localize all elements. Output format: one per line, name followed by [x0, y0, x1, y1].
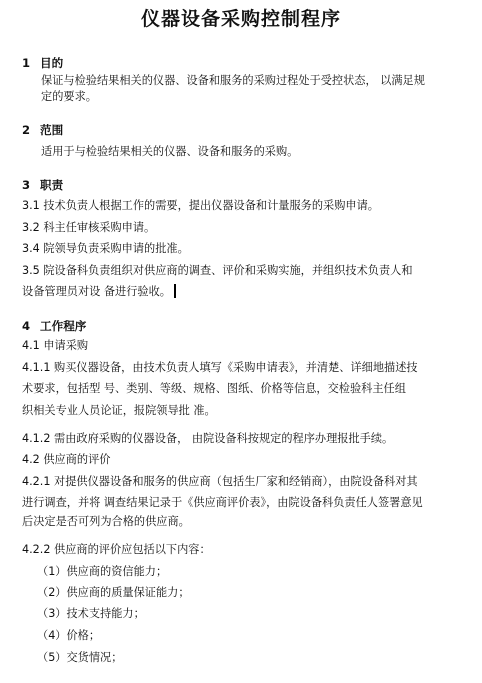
- section-2-heading: [22, 122, 63, 138]
- list-item: （1）供应商的资信能力；: [37, 565, 168, 578]
- list-item: （5）交货情况；: [37, 651, 123, 664]
- section-3-item: 3.4 院领导负责采购申请的批准。: [22, 242, 189, 255]
- section-2-title: 范围: [40, 123, 64, 137]
- section-3-heading: [22, 177, 63, 193]
- list-item: （4）价格；: [37, 629, 101, 642]
- list-item: （3）技术支持能力；: [37, 607, 145, 620]
- section-1-heading: [22, 55, 63, 71]
- section-1-text-line: 保证与检验结果相关的仪器、设备和服务的采购过程处于受控状态， 以满足规: [41, 74, 425, 87]
- section-3-item-continued: [22, 284, 176, 300]
- section-3-item: 3.1 技术负责人根据工作的需要，提出仪器设备和计量服务的采购申请。: [22, 199, 379, 212]
- section-4-number: 4: [22, 319, 31, 333]
- section-3-item: 3.5 院设备科负责组织对供应商的调查、评价和采购实施，并组织技术负责人和: [22, 264, 413, 277]
- section-4-text-line: 进行调查，并将 调查结果记录于《供应商评价表》，由院设备科负责任人签署意见: [22, 496, 423, 509]
- section-4-text-line: 后决定是否可列为合格的供应商。: [22, 515, 190, 528]
- section-1-text-line: 定的要求。: [41, 90, 97, 103]
- section-3-item-text: 设备管理员对设 备进行验收。: [22, 285, 171, 298]
- section-2-number: 2: [22, 123, 31, 137]
- section-4-text-line: 术要求，包括型 号、类别、等级、规格、图纸、价格等信息，交检验科主任组: [22, 382, 406, 395]
- section-4-text-line: 4.2.2 供应商的评价应包括以下内容：: [22, 543, 211, 556]
- section-1-title: 目的: [40, 56, 64, 70]
- section-1-number: 1: [22, 56, 31, 70]
- section-2-text-line: 适用于与检验结果相关的仪器、设备和服务的采购。: [41, 145, 299, 158]
- section-4-title: 工作程序: [40, 319, 87, 333]
- section-4-heading: [22, 318, 86, 334]
- section-4-text-line: 4.1.1 购买仪器设备，由技术负责人填写《采购申请表》，并清楚、详细地描述技: [22, 361, 418, 374]
- list-item: （2）供应商的质量保证能力；: [37, 586, 190, 599]
- section-4-text-line: 4.2.1 对提供仪器设备和服务的供应商（包括生厂家和经销商），由院设备科对其: [22, 475, 418, 488]
- section-4-text-line: 织相关专业人员论证，报院领导批 准。: [22, 404, 216, 417]
- text-cursor: [174, 284, 176, 298]
- document-title: 仪器设备采购控制程序: [140, 8, 341, 30]
- section-4-text-line: 4.1.2 需由政府采购的仪器设备， 由院设备科按规定的程序办理报批手续。: [22, 432, 394, 445]
- section-3-item: 3.2 科主任审核采购申请。: [22, 221, 156, 234]
- section-4-subheading: 4.1 申请采购: [22, 339, 89, 352]
- section-3-number: 3: [22, 178, 31, 192]
- section-3-title: 职责: [40, 178, 64, 192]
- section-4-subheading: 4.2 供应商的评价: [22, 453, 111, 466]
